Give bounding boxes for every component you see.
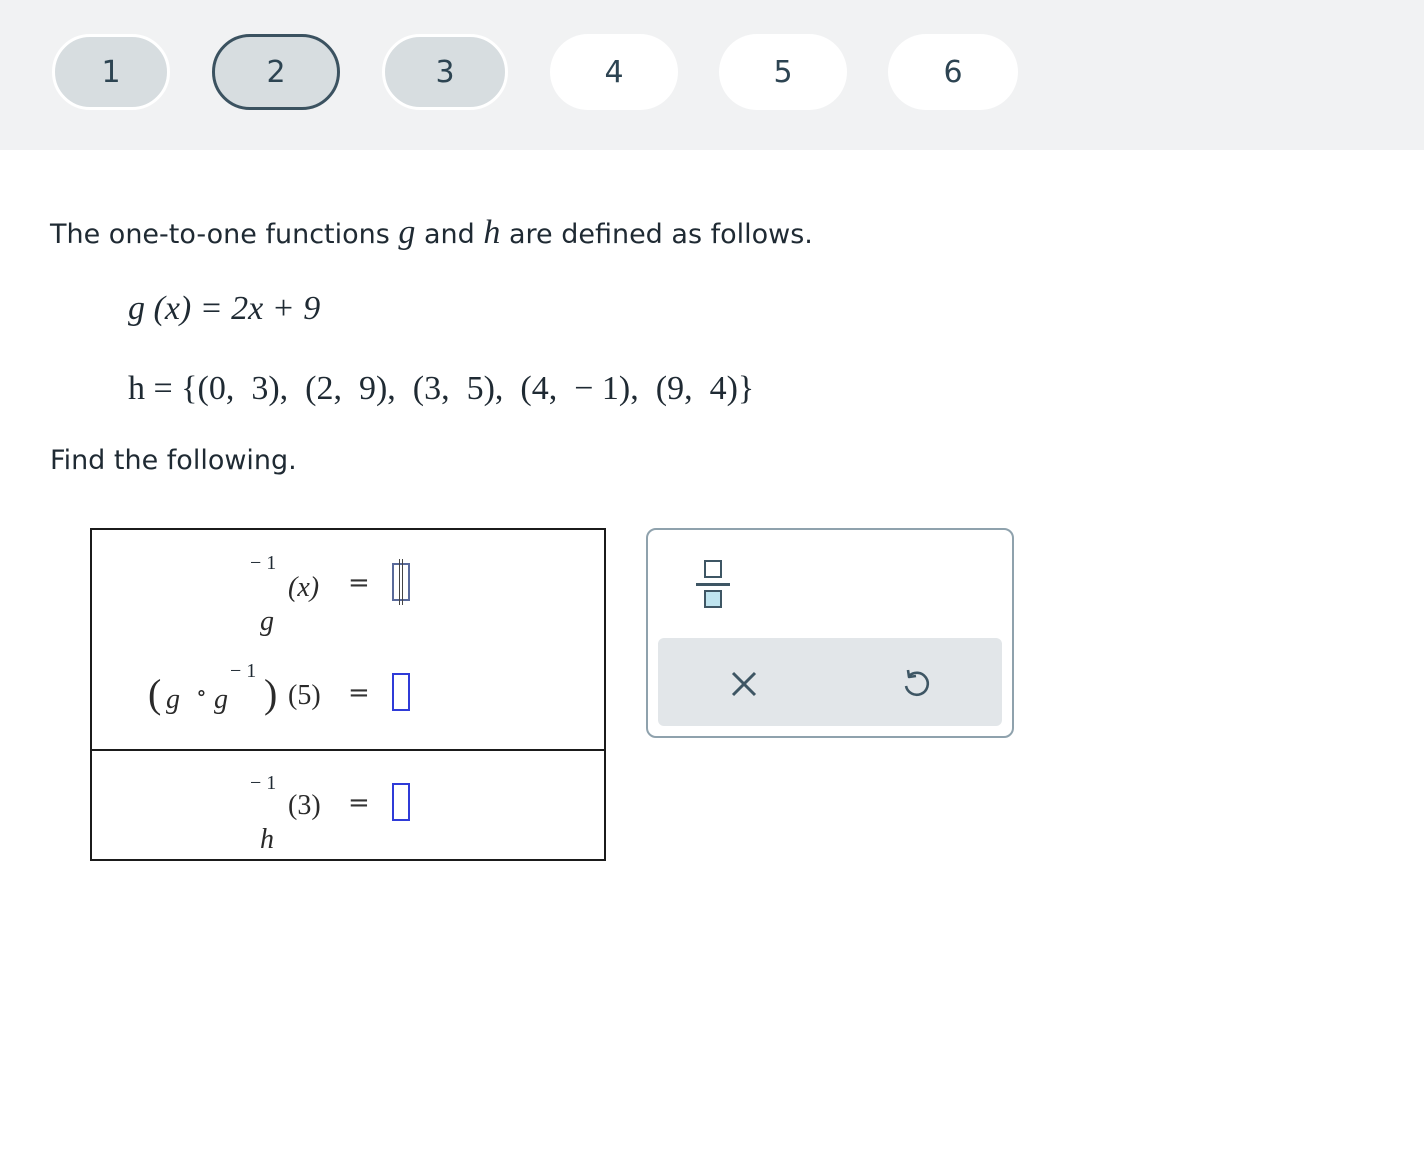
row2-argument: (5) bbox=[288, 680, 321, 711]
row3-superscript: − 1 bbox=[250, 772, 277, 794]
answer-table bbox=[90, 528, 606, 861]
row2-superscript: − 1 bbox=[230, 660, 257, 682]
step-1-button[interactable]: 1 bbox=[52, 34, 170, 110]
step-4-button[interactable]: 4 bbox=[550, 34, 678, 110]
var-g: g bbox=[398, 214, 416, 251]
undo-button[interactable] bbox=[888, 656, 944, 712]
row3-base: h bbox=[260, 824, 274, 855]
row1-superscript: − 1 bbox=[250, 552, 277, 574]
table-divider bbox=[92, 749, 604, 751]
step-2-button[interactable]: 2 bbox=[212, 34, 340, 110]
step-5-button[interactable]: 5 bbox=[719, 34, 847, 110]
answer-input-g-compose-g-inverse-5[interactable] bbox=[392, 673, 410, 711]
question-nav-bar bbox=[0, 0, 1424, 150]
row2-open-paren: ( bbox=[148, 671, 162, 716]
intro-text-2: and bbox=[415, 219, 484, 250]
h-definition: h = {(0, 3), (2, 9), (3, 5), (4, − 1), (9, 4)} bbox=[128, 370, 755, 407]
undo-icon bbox=[899, 667, 933, 701]
row2-close-paren: ) bbox=[264, 671, 278, 716]
row3-expression bbox=[232, 792, 274, 888]
row1-expression bbox=[232, 574, 274, 670]
clear-button[interactable] bbox=[716, 656, 772, 712]
row3-equals: = bbox=[348, 788, 370, 818]
step-6-button[interactable]: 6 bbox=[888, 34, 1018, 110]
math-palette bbox=[646, 528, 1014, 738]
step-3-button[interactable]: 3 bbox=[382, 34, 508, 110]
answer-input-h-inverse-3[interactable] bbox=[392, 783, 410, 821]
close-icon bbox=[729, 669, 759, 699]
answer-input-g-inverse-x[interactable] bbox=[392, 563, 410, 601]
row1-base: g bbox=[260, 606, 274, 637]
row3-argument: (3) bbox=[288, 790, 321, 821]
find-instruction: Find the following. bbox=[50, 445, 297, 476]
row1-argument: (x) bbox=[288, 572, 320, 603]
problem-intro bbox=[50, 214, 813, 252]
intro-text-1: The one-to-one functions bbox=[50, 219, 399, 250]
fraction-button[interactable] bbox=[692, 552, 736, 614]
g-definition: g (x) = 2x + 9 bbox=[128, 290, 321, 327]
var-h: h bbox=[483, 214, 501, 251]
row1-equals: = bbox=[348, 568, 370, 598]
row2-equals: = bbox=[348, 678, 370, 708]
palette-actions bbox=[658, 638, 1002, 726]
row2-g2: g bbox=[214, 684, 228, 715]
intro-text-3: are defined as follows. bbox=[500, 219, 813, 250]
row2-compose-symbol: ∘ bbox=[196, 680, 207, 705]
row2-g: g bbox=[166, 684, 180, 715]
